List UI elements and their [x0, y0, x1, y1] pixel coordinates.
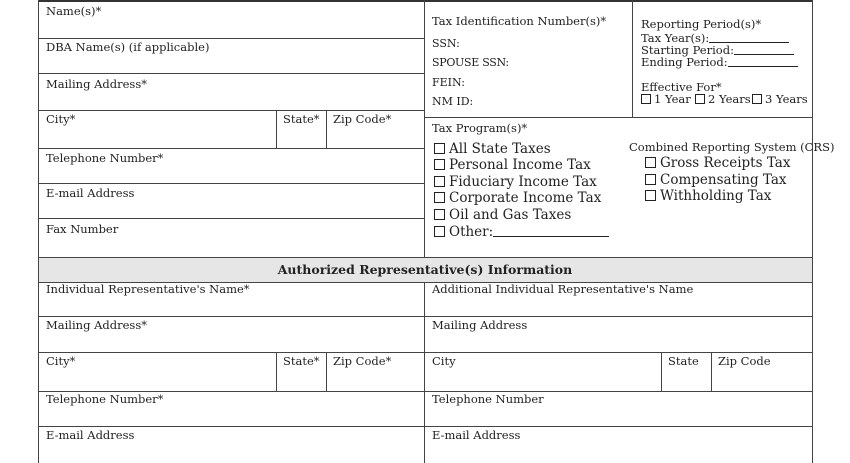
rep-email-label: E-mail Address: [46, 428, 135, 442]
tin-reporting-divider: [632, 0, 633, 117]
top-column-divider: [424, 0, 425, 257]
other-blank[interactable]: [493, 226, 609, 237]
additional-rep-name-label: Additional Individual Representative's Name: [432, 282, 694, 296]
spouse-ssn-label: SPOUSE SSN:: [432, 56, 509, 69]
checkbox-icon[interactable]: [695, 94, 705, 104]
telephone-label: Telephone Number*: [46, 151, 164, 165]
program-oil-and-gas-taxes[interactable]: [434, 209, 571, 223]
additional-rep-state-label: State: [668, 354, 699, 368]
program-label: Corporate Income Tax: [449, 190, 602, 206]
mailing-address-field[interactable]: [38, 110, 424, 111]
program-other[interactable]: [434, 226, 609, 240]
names-label: Name(s)*: [46, 4, 102, 18]
rep-mailing-field[interactable]: [38, 352, 812, 353]
rep-name-field[interactable]: [38, 316, 812, 317]
checkbox-icon[interactable]: [641, 94, 651, 104]
city-state-zip-field[interactable]: [38, 148, 424, 149]
checkbox-icon[interactable]: [434, 226, 445, 237]
additional-rep-zip-label: Zip Code: [718, 354, 771, 368]
crs-label: Withholding Tax: [660, 188, 772, 204]
ending-period-row[interactable]: [641, 56, 798, 69]
tax-year-label: Tax Year(s):: [641, 31, 710, 45]
representative-section-title: Authorized Representative(s) Information: [277, 262, 573, 277]
program-label: Personal Income Tax: [449, 157, 591, 173]
crs-title: Combined Reporting System (CRS): [629, 140, 835, 154]
option-label: 3 Years: [765, 92, 808, 106]
tax-year-blank[interactable]: [709, 32, 789, 43]
additional-rep-telephone-label: Telephone Number: [432, 392, 544, 406]
additional-rep-city-label: City: [432, 354, 456, 368]
crs-label: Compensating Tax: [660, 172, 787, 188]
checkbox-icon[interactable]: [434, 176, 445, 187]
fax-label: Fax Number: [46, 222, 119, 236]
program-label: Oil and Gas Taxes: [449, 207, 572, 223]
bottom-column-divider: [424, 282, 425, 463]
effective-option-2[interactable]: [695, 94, 751, 106]
state-zip-divider: [326, 110, 327, 148]
checkbox-icon[interactable]: [434, 192, 445, 203]
tin-bottom-rule: [424, 117, 812, 118]
rep-state-label: State*: [283, 354, 320, 368]
program-all-state-taxes[interactable]: [434, 143, 551, 157]
program-label: All State Taxes: [449, 141, 551, 157]
additional-rep-city-state-divider: [661, 352, 662, 391]
ssn-label: SSN:: [432, 37, 460, 50]
starting-period-label: Starting Period:: [641, 43, 734, 57]
rep-name-label: Individual Representative's Name*: [46, 282, 250, 296]
form-right-border: [812, 0, 813, 463]
option-label: 2 Years: [708, 92, 751, 106]
reporting-title: Reporting Period(s)*: [641, 17, 762, 31]
crs-label: Gross Receipts Tax: [660, 155, 791, 171]
crs-gross-receipts-tax[interactable]: [645, 157, 790, 171]
email-label: E-mail Address: [46, 186, 135, 200]
tax-programs-title: Tax Program(s)*: [432, 121, 528, 135]
form-left-border: [38, 0, 39, 463]
mailing-address-label: Mailing Address*: [46, 77, 147, 91]
program-personal-income-tax[interactable]: [434, 159, 591, 173]
checkbox-icon[interactable]: [434, 143, 445, 154]
checkbox-icon[interactable]: [645, 174, 656, 185]
option-label: 1 Year: [654, 92, 691, 106]
city-state-divider: [276, 110, 277, 148]
tin-title: Tax Identification Number(s)*: [432, 14, 607, 28]
rep-state-zip-divider: [326, 352, 327, 391]
nm-id-label: NM ID:: [432, 95, 474, 108]
city-label: City*: [46, 112, 76, 126]
rep-mailing-label: Mailing Address*: [46, 318, 147, 332]
additional-rep-email-label: E-mail Address: [432, 428, 521, 442]
rep-telephone-label: Telephone Number*: [46, 392, 164, 406]
checkbox-icon[interactable]: [434, 159, 445, 170]
program-fiduciary-income-tax[interactable]: [434, 176, 597, 190]
starting-period-blank[interactable]: [734, 44, 794, 55]
program-label: Other:: [449, 224, 494, 240]
rep-zip-label: Zip Code*: [333, 354, 392, 368]
names-field[interactable]: [38, 38, 424, 39]
checkbox-icon[interactable]: [645, 157, 656, 168]
checkbox-icon[interactable]: [752, 94, 762, 104]
zip-code-label: Zip Code*: [333, 112, 392, 126]
rep-city-label: City*: [46, 354, 76, 368]
crs-compensating-tax[interactable]: [645, 174, 787, 188]
ending-period-blank[interactable]: [728, 56, 798, 67]
dba-label: DBA Name(s) (if applicable): [46, 40, 210, 54]
fein-label: FEIN:: [432, 76, 465, 89]
rep-city-state-divider: [276, 352, 277, 391]
additional-rep-state-zip-divider: [711, 352, 712, 391]
telephone-field[interactable]: [38, 183, 424, 184]
ending-period-label: Ending Period:: [641, 55, 728, 69]
crs-withholding-tax[interactable]: [645, 190, 771, 204]
effective-option-3[interactable]: [752, 94, 808, 106]
checkbox-icon[interactable]: [434, 209, 445, 220]
dba-field[interactable]: [38, 73, 424, 74]
effective-option-1[interactable]: [641, 94, 691, 106]
power-of-attorney-form: [38, 0, 835, 463]
checkbox-icon[interactable]: [645, 190, 656, 201]
program-label: Fiduciary Income Tax: [449, 174, 597, 190]
additional-rep-mailing-label: Mailing Address: [432, 318, 528, 332]
program-corporate-income-tax[interactable]: [434, 192, 601, 206]
effective-for-label: Effective For*: [641, 80, 722, 94]
email-field[interactable]: [38, 218, 424, 219]
rep-telephone-field[interactable]: [38, 426, 812, 427]
state-label: State*: [283, 112, 320, 126]
